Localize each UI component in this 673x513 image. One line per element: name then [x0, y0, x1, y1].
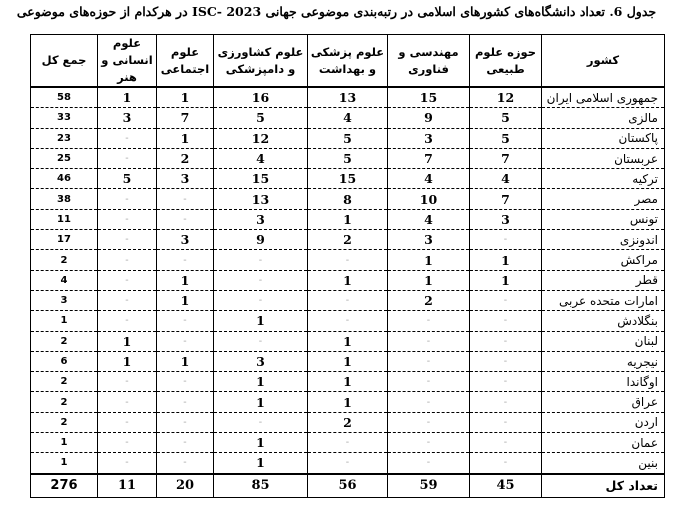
value-cell: 1 — [308, 372, 388, 392]
country-cell: عمان — [542, 433, 665, 453]
value-cell: 3 — [157, 169, 214, 189]
country-cell: اردن — [542, 412, 665, 432]
value-cell: 16 — [214, 87, 308, 108]
value-cell: 1 — [157, 270, 214, 290]
row-total-cell: 1 — [31, 433, 98, 453]
row-total-cell: 2 — [31, 372, 98, 392]
value-cell: 4 — [388, 169, 470, 189]
value-cell: 1 — [308, 209, 388, 229]
value-cell: - — [98, 270, 157, 290]
value-cell: - — [98, 412, 157, 432]
value-cell: 3 — [388, 230, 470, 250]
value-cell: 7 — [157, 108, 214, 128]
table-row — [31, 351, 665, 371]
row-total-cell: 11 — [31, 209, 98, 229]
value-cell: 4 — [308, 108, 388, 128]
row-total-cell: 3 — [31, 290, 98, 310]
country-cell: مالزی — [542, 108, 665, 128]
header-humanities: علوم انسانی و هنر — [98, 35, 157, 88]
table-row — [31, 209, 665, 229]
value-cell: 1 — [214, 372, 308, 392]
country-cell: قطر — [542, 270, 665, 290]
value-cell: 1 — [308, 351, 388, 371]
value-cell: - — [308, 250, 388, 270]
header-row — [31, 35, 665, 88]
value-cell: 9 — [388, 108, 470, 128]
table-row — [31, 412, 665, 432]
value-cell: - — [98, 189, 157, 209]
value-cell: 1 — [98, 351, 157, 371]
value-cell: 5 — [98, 169, 157, 189]
value-cell: - — [470, 311, 542, 331]
value-cell: 1 — [470, 250, 542, 270]
value-cell: - — [470, 453, 542, 474]
country-cell: مراکش — [542, 250, 665, 270]
value-cell: 12 — [470, 87, 542, 108]
row-total-cell: 33 — [31, 108, 98, 128]
totals-label: تعداد کل — [542, 474, 665, 498]
value-cell: 1 — [388, 270, 470, 290]
value-cell: 12 — [214, 128, 308, 148]
value-cell: 5 — [470, 128, 542, 148]
value-cell: 3 — [388, 128, 470, 148]
value-cell: 4 — [214, 148, 308, 168]
value-cell: - — [98, 392, 157, 412]
table-row — [31, 331, 665, 351]
row-total-cell: 58 — [31, 87, 98, 108]
value-cell: 1 — [157, 87, 214, 108]
value-cell: 5 — [308, 128, 388, 148]
value-cell: 5 — [308, 148, 388, 168]
value-cell: 1 — [214, 392, 308, 412]
value-cell: - — [388, 311, 470, 331]
table-row — [31, 128, 665, 148]
value-cell: - — [388, 412, 470, 432]
value-cell: 1 — [308, 392, 388, 412]
value-cell: - — [388, 433, 470, 453]
value-cell: 1 — [157, 128, 214, 148]
value-cell: 3 — [214, 351, 308, 371]
table-row — [31, 87, 665, 108]
value-cell: - — [157, 412, 214, 432]
totals-row — [31, 474, 665, 498]
column-total-cell: 20 — [157, 474, 214, 498]
table-row — [31, 148, 665, 168]
header-grand-total: جمع کل — [31, 35, 98, 88]
value-cell: 3 — [470, 209, 542, 229]
row-total-cell: 23 — [31, 128, 98, 148]
column-total-cell: 11 — [98, 474, 157, 498]
table-row — [31, 372, 665, 392]
value-cell: 3 — [214, 209, 308, 229]
column-total-cell: 45 — [470, 474, 542, 498]
header-agriculture: علوم کشاورزی و دامپزشکی — [214, 35, 308, 88]
row-total-cell: 17 — [31, 230, 98, 250]
row-total-cell: 1 — [31, 311, 98, 331]
country-cell: اندونزی — [542, 230, 665, 250]
value-cell: - — [157, 189, 214, 209]
row-total-cell: 6 — [31, 351, 98, 371]
country-cell: پاکستان — [542, 128, 665, 148]
value-cell: - — [308, 453, 388, 474]
value-cell: - — [157, 392, 214, 412]
value-cell: 1 — [308, 331, 388, 351]
value-cell: - — [308, 290, 388, 310]
value-cell: 1 — [157, 351, 214, 371]
value-cell: 1 — [98, 87, 157, 108]
country-cell: بنین — [542, 453, 665, 474]
value-cell: - — [98, 311, 157, 331]
header-engineering: مهندسی و فناوری — [388, 35, 470, 88]
value-cell: 15 — [214, 169, 308, 189]
value-cell: - — [388, 351, 470, 371]
value-cell: - — [470, 412, 542, 432]
value-cell: - — [388, 331, 470, 351]
value-cell: 1 — [214, 453, 308, 474]
value-cell: - — [98, 372, 157, 392]
value-cell: 13 — [308, 87, 388, 108]
table-row — [31, 453, 665, 474]
table-caption: جدول 6. تعداد دانشگاه‌های کشورهای اسلامی در رتبه‌بندی موضوعی جهانی ISC- 2023 در هرکدام از حوزه‌های موضوعی — [16, 4, 657, 19]
table-row — [31, 270, 665, 290]
value-cell: 2 — [388, 290, 470, 310]
value-cell: - — [470, 392, 542, 412]
row-total-cell: 4 — [31, 270, 98, 290]
value-cell: - — [157, 209, 214, 229]
value-cell: 15 — [388, 87, 470, 108]
value-cell: - — [98, 148, 157, 168]
value-cell: - — [157, 433, 214, 453]
value-cell: - — [470, 351, 542, 371]
header-natural-sciences: حوزه علوم طبیعی — [470, 35, 542, 88]
table-row — [31, 169, 665, 189]
value-cell: - — [308, 311, 388, 331]
value-cell: 2 — [308, 230, 388, 250]
results-table — [30, 34, 665, 498]
value-cell: 1 — [157, 290, 214, 310]
value-cell: - — [470, 230, 542, 250]
header-country: کشور — [542, 35, 665, 88]
value-cell: - — [470, 290, 542, 310]
value-cell: - — [214, 412, 308, 432]
value-cell: 13 — [214, 189, 308, 209]
value-cell: 4 — [470, 169, 542, 189]
header-medical: علوم پزشکی و بهداشت — [308, 35, 388, 88]
value-cell: - — [388, 392, 470, 412]
value-cell: 7 — [470, 148, 542, 168]
table-row — [31, 433, 665, 453]
row-total-cell: 2 — [31, 331, 98, 351]
value-cell: - — [157, 331, 214, 351]
row-total-cell: 2 — [31, 412, 98, 432]
table-row — [31, 189, 665, 209]
value-cell: - — [98, 230, 157, 250]
table-row — [31, 311, 665, 331]
value-cell: - — [98, 128, 157, 148]
row-total-cell: 46 — [31, 169, 98, 189]
country-cell: مصر — [542, 189, 665, 209]
value-cell: 3 — [98, 108, 157, 128]
value-cell: 3 — [157, 230, 214, 250]
value-cell: - — [98, 433, 157, 453]
country-cell: بنگلادش — [542, 311, 665, 331]
row-total-cell: 1 — [31, 453, 98, 474]
value-cell: - — [98, 290, 157, 310]
value-cell: 1 — [470, 270, 542, 290]
value-cell: - — [157, 311, 214, 331]
value-cell: - — [388, 453, 470, 474]
value-cell: 5 — [470, 108, 542, 128]
value-cell: - — [98, 453, 157, 474]
table-row — [31, 230, 665, 250]
value-cell: 1 — [214, 311, 308, 331]
value-cell: - — [470, 331, 542, 351]
value-cell: 10 — [388, 189, 470, 209]
table-row — [31, 108, 665, 128]
row-total-cell: 25 — [31, 148, 98, 168]
country-cell: جمهوری اسلامی ایران — [542, 87, 665, 108]
row-total-cell: 2 — [31, 392, 98, 412]
country-cell: تونس — [542, 209, 665, 229]
country-cell: ترکیه — [542, 169, 665, 189]
header-social: علوم اجتماعی — [157, 35, 214, 88]
value-cell: 2 — [157, 148, 214, 168]
value-cell: - — [157, 250, 214, 270]
value-cell: - — [214, 290, 308, 310]
value-cell: - — [214, 331, 308, 351]
country-cell: امارات متحده عربی — [542, 290, 665, 310]
value-cell: 8 — [308, 189, 388, 209]
column-total-cell: 59 — [388, 474, 470, 498]
table-row — [31, 250, 665, 270]
value-cell: 4 — [388, 209, 470, 229]
value-cell: 1 — [308, 270, 388, 290]
country-cell: عربستان — [542, 148, 665, 168]
column-total-cell: 85 — [214, 474, 308, 498]
value-cell: - — [470, 372, 542, 392]
value-cell: - — [214, 270, 308, 290]
value-cell: - — [157, 372, 214, 392]
row-total-cell: 38 — [31, 189, 98, 209]
table-row — [31, 392, 665, 412]
country-cell: لبنان — [542, 331, 665, 351]
value-cell: 2 — [308, 412, 388, 432]
value-cell: 1 — [98, 331, 157, 351]
table-row — [31, 290, 665, 310]
value-cell: 1 — [388, 250, 470, 270]
value-cell: - — [98, 209, 157, 229]
value-cell: 7 — [470, 189, 542, 209]
value-cell: - — [308, 433, 388, 453]
value-cell: 15 — [308, 169, 388, 189]
value-cell: 5 — [214, 108, 308, 128]
value-cell: 1 — [214, 433, 308, 453]
country-cell: عراق — [542, 392, 665, 412]
value-cell: 7 — [388, 148, 470, 168]
country-cell: اوگاندا — [542, 372, 665, 392]
row-total-cell: 2 — [31, 250, 98, 270]
value-cell: - — [470, 433, 542, 453]
value-cell: - — [157, 453, 214, 474]
value-cell: 9 — [214, 230, 308, 250]
column-total-cell: 56 — [308, 474, 388, 498]
value-cell: - — [214, 250, 308, 270]
country-cell: نیجریه — [542, 351, 665, 371]
value-cell: - — [98, 250, 157, 270]
grand-total-cell: 276 — [31, 474, 98, 498]
value-cell: - — [388, 372, 470, 392]
